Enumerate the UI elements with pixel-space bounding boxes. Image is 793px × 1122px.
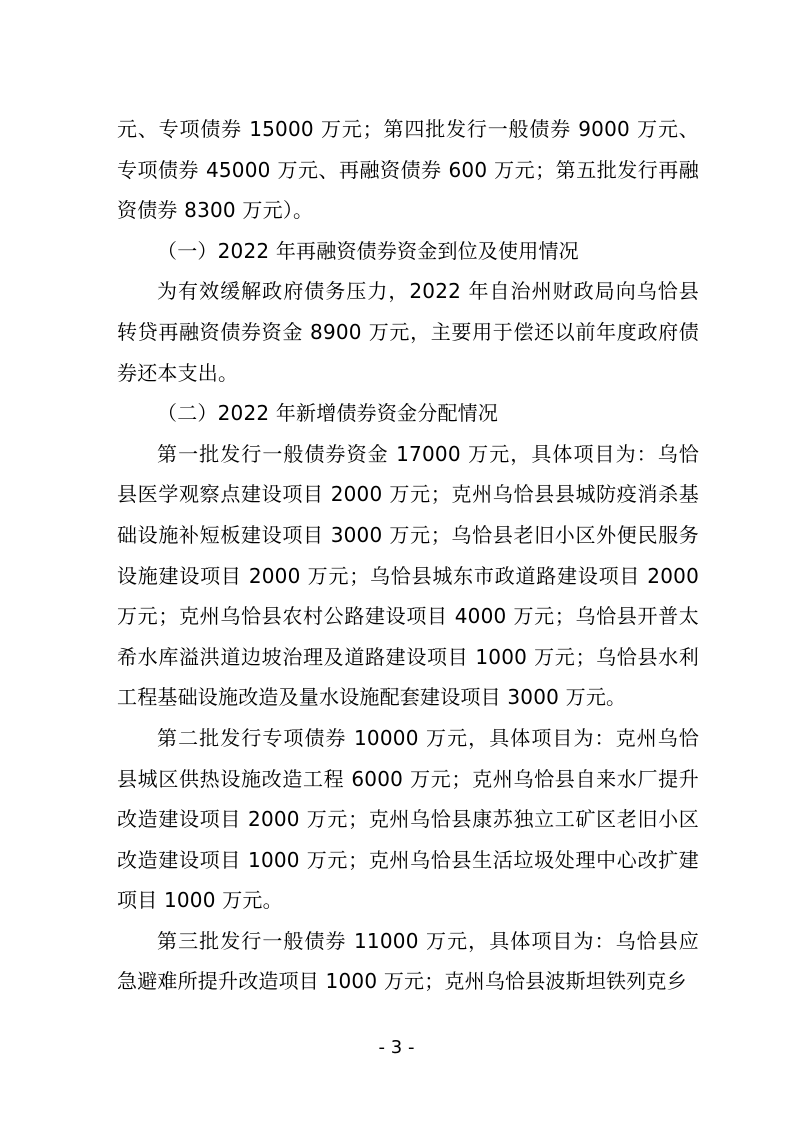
page-number: - 3 - xyxy=(378,1037,415,1058)
document-body xyxy=(117,109,699,1002)
paragraph-continuation: 元、专项债券 15000 万元；第四批发行一般债券 9000 万元、专项债券 45000 万元、再融资债券 600 万元；第五批发行再融资债券 8300 万元）。 xyxy=(117,117,699,223)
paragraph-second-batch: 第二批发行专项债券 10000 万元，具体项目为：克州乌恰县城区供热设施改造工程 6000 万元；克州乌恰县自来水厂提升改造建设项目 2000 万元；克州乌恰县康苏独立工矿区老旧小区改造建设项目 1000 万元；克州乌恰县生活垃圾处理中心改扩建项目 1000 万元。 xyxy=(117,725,699,913)
paragraph-third-batch: 第三批发行一般债券 11000 万元，具体项目为：乌恰县应急避难所提升改造项目 1000 万元；克州乌恰县波斯坦铁列克乡 xyxy=(117,928,699,994)
section-heading-new-bonds: （二）2022 年新增债券资金分配情况 xyxy=(157,401,499,426)
section-heading-refinancing: （一）2022 年再融资债券资金到位及使用情况 xyxy=(157,238,579,263)
paragraph-first-batch: 第一批发行一般债券资金 17000 万元，具体项目为：乌恰县医学观察点建设项目 2000 万元；克州乌恰县县城防疫消杀基础设施补短板建设项目 3000 万元；乌恰县老旧小区外便民服务设施建设项目 2000 万元；乌恰县城东市政道路建设项目 2000 万元；克州乌恰县农村公路建设项目 4000 万元；乌恰县开普太希水库溢洪道边坡治理及道路建设项目 1000 万元；乌恰县水利工程基础设施改造及量水设施配套建设项目 3000 万元。 xyxy=(117,441,699,710)
paragraph-refinancing: 为有效缓解政府债务压力，2022 年自治州财政局向乌恰县转贷再融资债券资金 8900 万元，主要用于偿还以前年度政府债券还本支出。 xyxy=(117,279,699,385)
